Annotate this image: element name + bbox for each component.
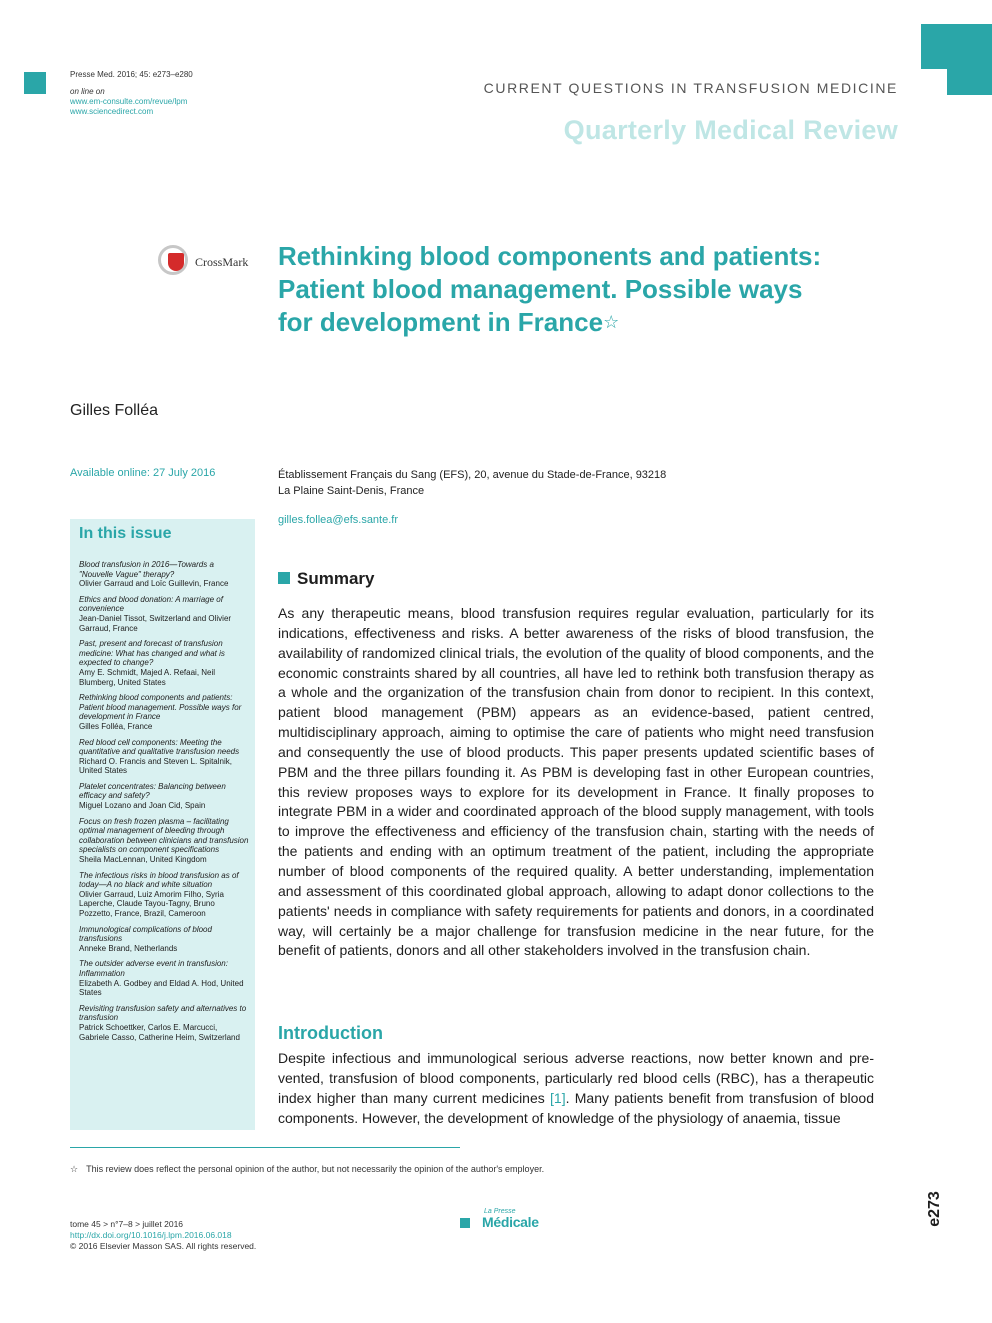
issue-item[interactable]: [79, 639, 249, 687]
issue-item-title: Rethinking blood components and patients: Patient blood management. Possible ways for development in France: [79, 693, 242, 722]
summary-heading: Summary: [278, 569, 374, 589]
footnote-mark: ☆: [70, 1164, 79, 1174]
issue-item-authors: Miguel Lozano and Joan Cid, Spain: [79, 801, 206, 811]
copyright: © 2016 Elsevier Masson SAS. All rights reserved.: [70, 1241, 257, 1251]
issue-item[interactable]: [79, 595, 249, 633]
series-title: CURRENT QUESTIONS IN TRANSFUSION MEDICINE: [483, 80, 898, 96]
issue-item[interactable]: [79, 693, 249, 731]
issue-item-title: The outsider adverse event in transfusion: Inflammation: [79, 959, 228, 978]
issue-item[interactable]: [79, 925, 249, 954]
crossmark-badge[interactable]: [158, 245, 258, 281]
author-name: Gilles Folléa: [70, 402, 159, 419]
issue-item[interactable]: [79, 560, 249, 589]
issue-item-title: The infectious risks in blood transfusion as of today—A no black and white situation: [79, 870, 239, 890]
footnote-text: This review does reflect the personal opinion of the author, but not necessarily the opinion of the author's employer.: [86, 1164, 545, 1174]
issue-item-authors: Olivier Garraud and Loïc Guillevin, France: [79, 579, 229, 589]
issue-item[interactable]: [79, 817, 249, 865]
journal-logo: [460, 1206, 570, 1234]
title-line: Rethinking blood components and patients:: [278, 241, 822, 271]
issue-item-authors: Richard O. Francis and Steven L. Spitalnik, United States: [79, 756, 232, 776]
issue-item-title: Blood transfusion in 2016—Towards a "Nouvelle Vague" therapy?: [79, 560, 214, 579]
in-this-issue-heading: In this issue: [79, 525, 172, 542]
summary-marker: [278, 572, 290, 584]
corner-square-decoration: [24, 72, 46, 94]
title-footnote-star[interactable]: ☆: [603, 312, 620, 332]
author-email[interactable]: gilles.follea@efs.sante.fr: [278, 514, 399, 526]
logo-square-icon: [460, 1218, 470, 1228]
available-online: Available online: 27 July 2016: [70, 467, 216, 479]
em-consulte-link[interactable]: www.em-consulte.com/revue/lpm: [70, 97, 188, 106]
journal-meta: [70, 70, 193, 117]
summary-text: As any therapeutic means, blood transfusion requires regular evaluation, particularly for its indications, effectiveness and risks. A better awareness of the risks of blood transfusion, the availability of randomized clinical trials, the evolution of the quality of blood components, and the economic constraints shared by all countries, all have led to rethink both transfusion therapy as a whole and the organization of the transfusion chain from donor to recipient. In this context, patient blood management (PBM) appears as an evidence-based, patient centred, multidisciplinary approach, aiming to optimise the care of patients who might need transfusion and consequently the use of blood products. This paper presents updated scientific bases of PBM and the three pillars founding it. As PBM is developing fast in other European countries, this review proposes ways to explore for its development in France. It finally proposes to integrate PBM in a wider and coordinated approach of the blood supply management, with tools to improve the effectiveness and efficiency of the transfusion chain, starting with the needs of the patients and ending with an optimum treatment of the patient, including the appropriate number of blood components of the required quality. A better understanding, implementation and assessment of this coordinated global approach, allowing to adapt donor collections to the patients' needs in compliance with safety requirements for patients and donors, in a coordinated way, will certainly be a major challenge for transfusion medicine in the near future, for the benefit of patients, donors and all other stakeholders involved in the transfusion chain.: [278, 605, 874, 959]
issue-item-authors: Amy E. Schmidt, Majed A. Refaai, Neil Blumberg, United States: [79, 667, 216, 687]
issue-item-title: Past, present and forecast of transfusion medicine: What has changed and what is expected to change?: [79, 639, 225, 668]
issue-item-authors: Jean-Daniel Tissot, Switzerland and Olivier Garraud, France: [79, 613, 232, 633]
title-line: for development in France☆: [278, 307, 620, 337]
footnote-rule: [70, 1147, 460, 1148]
corner-block-notch: [921, 69, 947, 95]
citation: Presse Med. 2016; 45: e273–e280: [70, 70, 193, 79]
issue-item-authors: Anneke Brand, Netherlands: [79, 943, 178, 953]
issue-item-title: Focus on fresh frozen plasma – facilitating optimal management of bleeding through collaboration between clinicians and transfusion specialists on component specifications: [79, 816, 249, 855]
sciencedirect-link[interactable]: www.sciencedirect.com: [70, 107, 154, 116]
issue-item-authors: Sheila MacLennan, United Kingdom: [79, 855, 207, 865]
logo-big-text: Médicale: [482, 1214, 539, 1230]
issue-item[interactable]: [79, 782, 249, 811]
volume-info: tome 45 > n°7–8 > juillet 2016: [70, 1219, 184, 1229]
issue-item-title: Ethics and blood donation: A marriage of convenience: [79, 594, 223, 614]
issue-item-authors: Patrick Schoettker, Carlos E. Marcucci, Gabriele Casso, Catherine Heim, Switzerland: [79, 1022, 240, 1042]
issue-item-title: Red blood cell components: Meeting the quantitative and qualitative transfusion needs: [79, 737, 240, 757]
issue-item-authors: Elizabeth A. Godbey and Eldad A. Hod, United States: [79, 978, 244, 998]
issue-item-title: Platelet concentrates: Balancing between efficacy and safety?: [79, 781, 226, 801]
footnote: [70, 1164, 544, 1175]
title-line: Patient blood management. Possible ways: [278, 274, 803, 304]
introduction-text: Despite infectious and immunological serious adverse reactions, now better known and pre-vented, transfusion of blood components, particularly red blood cells (RBC), has a therapeutic index higher than many current medicines [1]. Many patients benefit from transfusion of blood components. However, the development of knowledge of the physiology of anaemia, tissue: [278, 1050, 874, 1126]
issue-item-authors: Olivier Garraud, Luiz Amorim Filho, Syria Laperche, Claude Tayou-Tagny, Bruno Pozzetto, France, Brazil, Cameroon: [79, 889, 224, 918]
issue-item-title: Immunological complications of blood transfusions: [79, 924, 212, 944]
online-label: on line on: [70, 87, 105, 96]
issue-item-authors: Gilles Folléa, France: [79, 721, 153, 731]
issue-item[interactable]: [79, 1004, 249, 1042]
issue-item[interactable]: [79, 871, 249, 919]
issue-item-title: Revisiting transfusion safety and alternatives to transfusion: [79, 1003, 247, 1023]
affiliation: Établissement Français du Sang (EFS), 20, avenue du Stade-de-France, 93218 La Plaine Saint-Denis, France: [278, 469, 667, 497]
footer-meta: [70, 1219, 256, 1252]
crossmark-label: CrossMark: [195, 255, 249, 269]
introduction-heading: Introduction: [278, 1023, 383, 1043]
crossmark-icon: [158, 245, 188, 275]
reference-link[interactable]: [1]: [550, 1089, 566, 1106]
in-this-issue-list: [79, 560, 249, 1048]
issue-item[interactable]: [79, 738, 249, 776]
doi-link[interactable]: http://dx.doi.org/10.1016/j.lpm.2016.06.018: [70, 1230, 232, 1240]
logo-small-text: La Presse: [484, 1208, 516, 1215]
in-this-issue-box: [70, 519, 255, 1130]
article-title: [278, 240, 878, 339]
page-number: e273: [926, 1191, 943, 1227]
section-title: Quarterly Medical Review: [563, 115, 898, 145]
issue-item[interactable]: [79, 959, 249, 997]
